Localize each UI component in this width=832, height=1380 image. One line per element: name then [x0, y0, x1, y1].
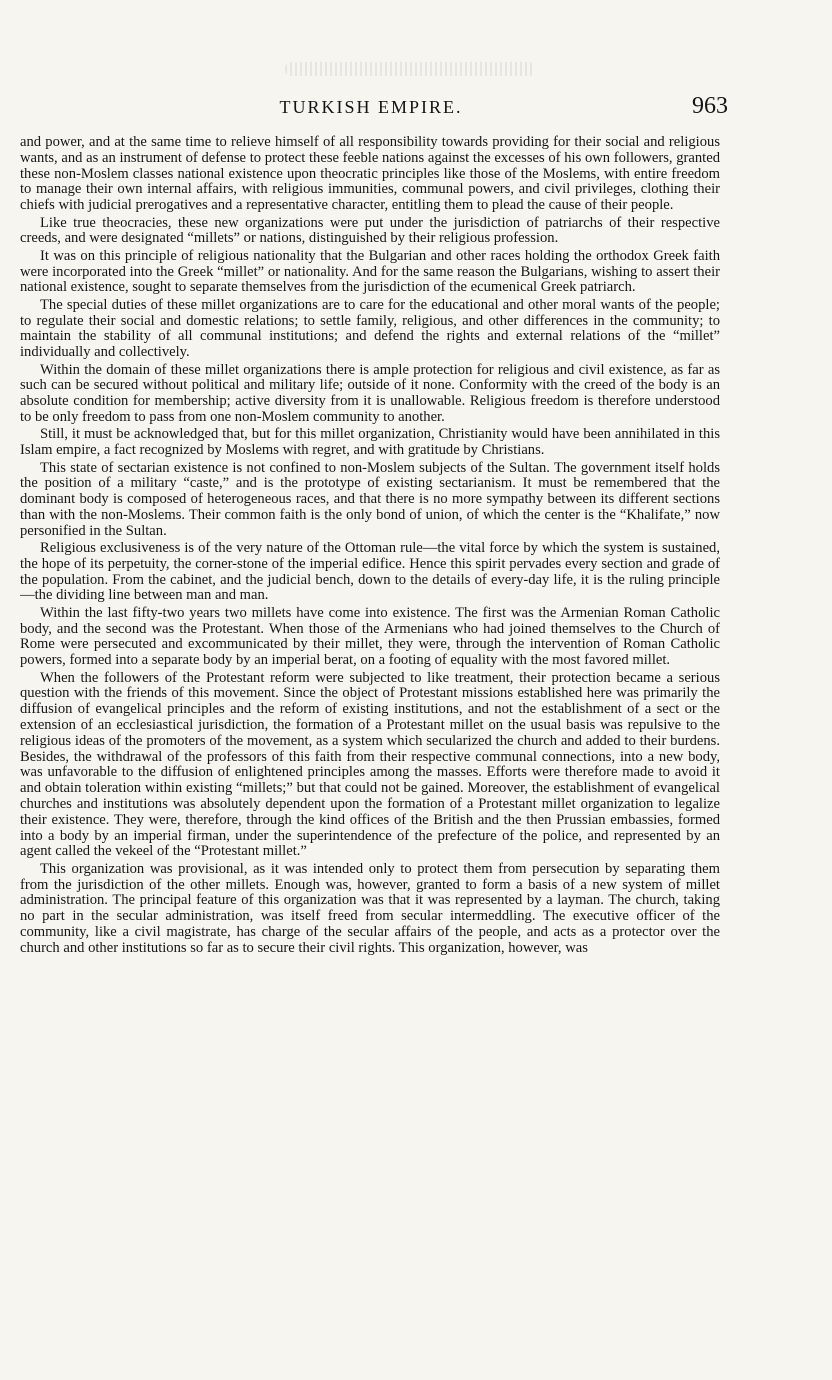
running-title: TURKISH EMPIRE. — [279, 97, 463, 117]
paragraph: Within the last fifty-two years two millets have come into existence. The first was the Armenian Roman Catholic body, and the second was the Protestant. When those of the Armenians who had joined themselves to the Church of Rome were persecuted and excommunicated by their millet, they were, through the intervention of Roman Catholic powers, formed into a separate body by an imperial berat, on a footing of equality with the most favored millet. — [20, 604, 720, 669]
paragraph: This state of sectarian existence is not confined to non-Moslem subjects of the Sultan. The government itself holds the position of a military “caste,” and is the prototype of existing sectarianism. It must be remembered that the dominant body is composed of heterogeneous races, and that there is no more sympathy between its different sections than with the non-Moslems. Their common faith is the only bond of union, of which the center is the “Khalifate,” now personified in the Sultan. — [20, 459, 720, 539]
body-text — [20, 135, 720, 1363]
paragraph: Within the domain of these millet organizations there is ample protection for religious and civil existence, as far as such can be secured without political and military life; outside of it none. Conformity with the creed of the body is an absolute condition for membership; active diversity from it is unallowable. Religious freedom is therefore understood to be only freedom to pass from one non-Moslem community to another. — [20, 361, 720, 425]
paragraph: It was on this principle of religious nationality that the Bulgarian and other races holding the orthodox Greek faith were incorporated into the Greek “millet” or nationality. And for the same reason the Bulgarians, wishing to assert their national existence, sought to separate themselves from the jurisdiction of the ecumenical Greek patriarch. — [20, 247, 720, 296]
page-header — [22, 93, 728, 125]
paragraph: This organization was provisional, as it was intended only to protect them from persecution by separating them from the jurisdiction of the other millets. Enough was, however, granted to form a basis of a new system of millet administration. The principal feature of this organization was that it was represented by a layman. The church, taking no part in the secular administration, was itself freed from secular intermeddling. The executive officer of the community, like a civil magistrate, has charge of the secular affairs of the people, and acts as a protector over the church and other institutions so far as to secure their civil rights. This organization, however, was — [20, 860, 720, 956]
page-number: 963 — [692, 93, 728, 119]
print-smudge — [285, 62, 535, 76]
paragraph: Religious exclusiveness is of the very nature of the Ottoman rule—the vital force by which the system is sustained, the hope of its perpetuity, the corner-stone of the imperial edifice. Hence this spirit pervades every section and grade of the population. From the cabinet, and the judicial bench, down to the details of every-day life, it is the ruling principle—the dividing line between man and man. — [20, 540, 720, 604]
paragraph: Like true theocracies, these new organizations were put under the jurisdiction of patriarchs of their respective creeds, and were designated “millets” or nations, distinguished by their religious profession. — [20, 214, 720, 247]
paragraph: When the followers of the Protestant reform were subjected to like treatment, their protection became a serious question with the friends of this movement. Since the object of Protestant missions established here was primarily the diffusion of evangelical principles and the reform of existing institutions, and not the establishment of a sect or the extension of an ecclesiastical jurisdiction, the formation of a Protestant millet on the usual basis was repulsive to the religious ideas of the promoters of the movement, as a system which secularized the church and added to their burdens. Besides, the withdrawal of the professors of this faith from their respective communal connections, into a new body, was unfavorable to the diffusion of enlightened principles among the masses. Efforts were therefore made to avoid it and obtain toleration within existing “millets;” but that could not be gained. Moreover, the establishment of evangelical churches and institutions was absolutely dependent upon the formation of a Protestant millet organization to legalize their existence. They were, therefore, through the kind offices of the British and the then Prussian embassies, formed into a body by an imperial firman, under the superintendence of the prefecture of the police, and represented by an agent called the vekeel of the “Protestant millet.” — [20, 669, 720, 860]
paragraph: Still, it must be acknowledged that, but for this millet organization, Christianity would have been annihilated in this Islam empire, a fact recognized by Moslems with regret, and with gratitude by Christians. — [20, 426, 720, 459]
paragraph: The special duties of these millet organizations are to care for the educational and other moral wants of the people; to regulate their social and domestic relations; to settle family, religious, and other differences in the community; to maintain the stability of all communal institutions; and defend the rights and external relations of the “millet” individually and collectively. — [20, 296, 720, 361]
paragraph: and power, and at the same time to relieve himself of all responsibility towards providing for their social and religious wants, and as an instrument of defense to protect these feeble nations against the excesses of his own followers, granted these non-Moslem classes national existence upon theocratic principles like those of the Moslems, with entire freedom to manage their own internal affairs, with religious immunities, communal powers, and civil privileges, clothing their chiefs with judicial prerogatives and a representative character, entitling them to plead the cause of their people. — [20, 135, 720, 214]
